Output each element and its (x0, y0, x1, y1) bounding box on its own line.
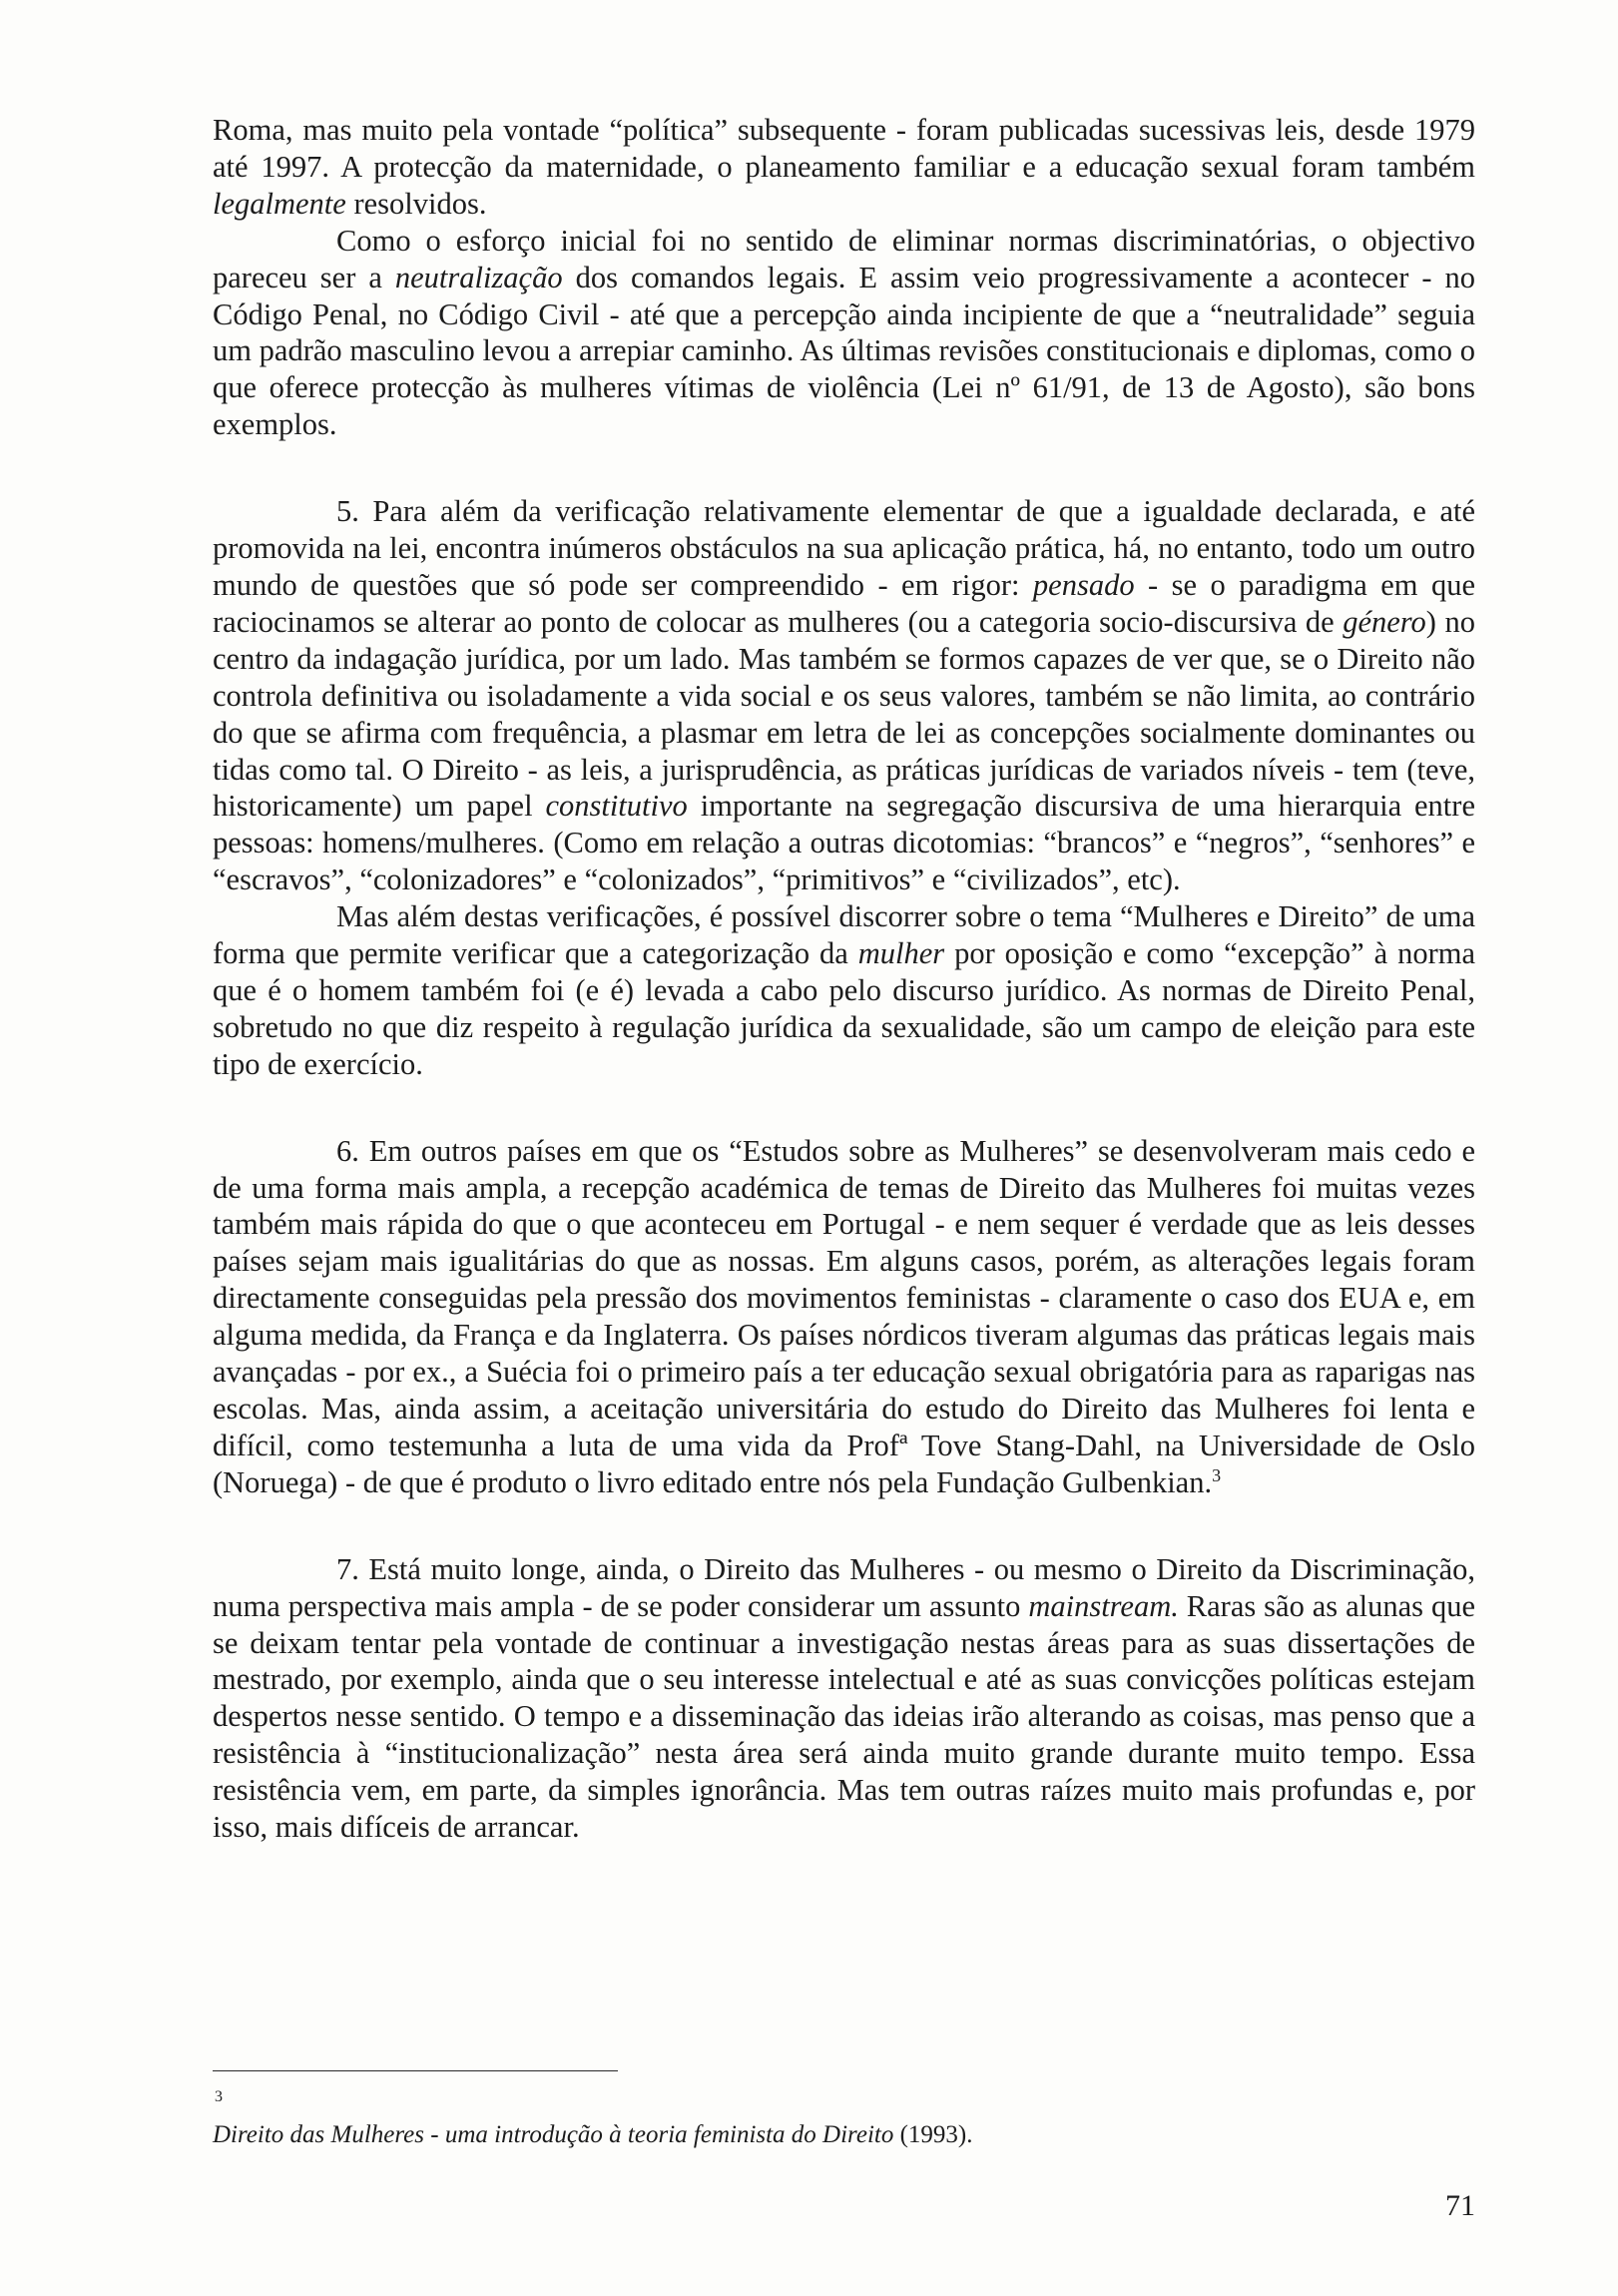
footnote-year: (1993). (893, 2121, 973, 2148)
footnote-marker: 3 (215, 2088, 223, 2105)
section-5-second-paragraph: Mas além destas verificações, é possível discorrer sobre o tema “Mulheres e Direito” de uma forma que permite verificar que a categorização da mulher por oposição e como “excepção” à norma que é o homem também foi (e é) levada a cabo pelo discurso jurídico. As normas de Direito Penal, sobretudo no que diz respeito à regulação jurídica da sexualidade, são um campo de eleição para este tipo de exercício. (213, 899, 1475, 1081)
emphasis-constitutivo: constitutivo (545, 789, 688, 824)
paragraph-neutralizacao: Como o esforço inicial foi no sentido de eliminar normas discriminatórias, o objectivo pareceu ser a neutralização dos comandos legais. E assim veio progressivamente a acontecer - no Código Penal, no Código Civil - até que a percepção ainda incipiente de que a “neutralidade” seguia um padrão masculino levou a arrepiar caminho. As últimas revisões constitucionais e diplomas, como o que oferece protecção às mulheres vítimas de violência (Lei nº 61/91, de 13 de Agosto), são bons exemplos. (213, 223, 1475, 442)
emphasis-genero: género (1343, 604, 1426, 639)
section-5-paragraph: 5. Para além da verificação relativamente elementar de que a igualdade declarada, e até promovida na lei, encontra inúmeros obstáculos na sua aplicação prática, há, no entanto, todo um outro mundo de questões que só pode ser compreendido - em rigor: pensado - se o paradigma em que raciocinamos se alterar ao ponto de colocar as mulheres (ou a categoria socio-discursiva de género) no centro da indagação jurídica, por um lado. Mas também se formos capazes de ver que, se o Direito não controla definitiva ou isoladamente a vida social e os seus valores, também se não limita, ao contrário do que se afirma com frequência, a plasmar em letra de lei as concepções socialmente dominantes ou tidas como tal. O Direito - as leis, a jurisprudência, as práticas jurídicas de variados níveis - tem (teve, historicamente) um papel constitutivo importante na segregação discursiva de uma hierarquia entre pessoas: homens/mulheres. (Como em relação a outras dicotomias: “brancos” e “negros”, “senhores” e “escravos”, “colonizadores” e “colonizados”, “primitivos” e “civilizados”, etc). (213, 494, 1475, 897)
emphasis-pensado: pensado (1032, 567, 1135, 602)
section-6-paragraph: 6. Em outros países em que os “Estudos sobre as Mulheres” se desenvolveram mais cedo e de uma forma mais ampla, a recepção académica de temas de Direito das Mulheres foi muitas vezes também mais rápida do que o que aconteceu em Portugal - e nem sequer é verdade que as leis desses países sejam mais igualitárias do que as nossas. Em alguns casos, porém, as alterações legais foram directamente conseguidas pela pressão dos movimentos feministas - claramente o caso dos EUA e, em alguma medida, da França e da Inglaterra. Os países nórdicos tiveram algumas das práticas legais mais avançadas - por ex., a Suécia foi o primeiro país a ter educação sexual obrigatória para as raparigas nas escolas. Mas, ainda assim, a aceitação universitária do estudo do Direito das Mulheres foi lenta e difícil, como testemunha a luta de uma vida da Profª Tove Stang-Dahl, na Universidade de Oslo (Noruega) - de que é produto o livro editado entre nós pela Fundação Gulbenkian.$^3$ (213, 1133, 1475, 1499)
footnote-book-title: Direito das Mulheres - uma introdução à teoria feminista do Direito (213, 2121, 894, 2148)
emphasis-legalmente: legalmente (213, 186, 346, 221)
footnote-divider (213, 2070, 618, 2071)
page-body (213, 112, 1475, 1846)
section-number-5: 5. (336, 494, 359, 529)
paragraph-intro-continuation: Roma, mas muito pela vontade “política” subsequente - foram publicadas sucessivas leis, desde 1979 até 1997. A protecção da maternidade, o planeamento familiar e a educação sexual foram também legalmente resolvidos. (213, 113, 1475, 221)
footnote-reference[interactable]: 3 (1212, 1464, 1222, 1485)
section-7-paragraph: 7. Está muito longe, ainda, o Direito das Mulheres - ou mesmo o Direito da Discriminação, numa perspectiva mais ampla - de se poder considerar um assunto mainstream. Raras são as alunas que se deixam tentar pela vontade de continuar a investigação nestas áreas para as suas dissertações de mestrado, por exemplo, ainda que o seu interesse intelectual e até as suas convicções políticas estejam despertos nesse sentido. O tempo e a disseminação das ideias irão alterando as coisas, mas penso que a resistência à “institucionalização” nesta área será ainda muito grande durante muito tempo. Essa resistência vem, em parte, da simples ignorância. Mas tem outras raízes muito mais profundas e, por isso, mais difíceis de arrancar. (213, 1551, 1475, 1845)
emphasis-mulher: mulher (857, 936, 945, 971)
emphasis-neutralizacao: neutralização (394, 260, 563, 294)
emphasis-mainstream: mainstream. (1028, 1588, 1179, 1623)
section-number-6: 6. (336, 1133, 359, 1168)
footnote-text (213, 2120, 973, 2150)
section-number-7: 7. (336, 1551, 359, 1586)
page-number: 71 (1445, 2189, 1475, 2222)
